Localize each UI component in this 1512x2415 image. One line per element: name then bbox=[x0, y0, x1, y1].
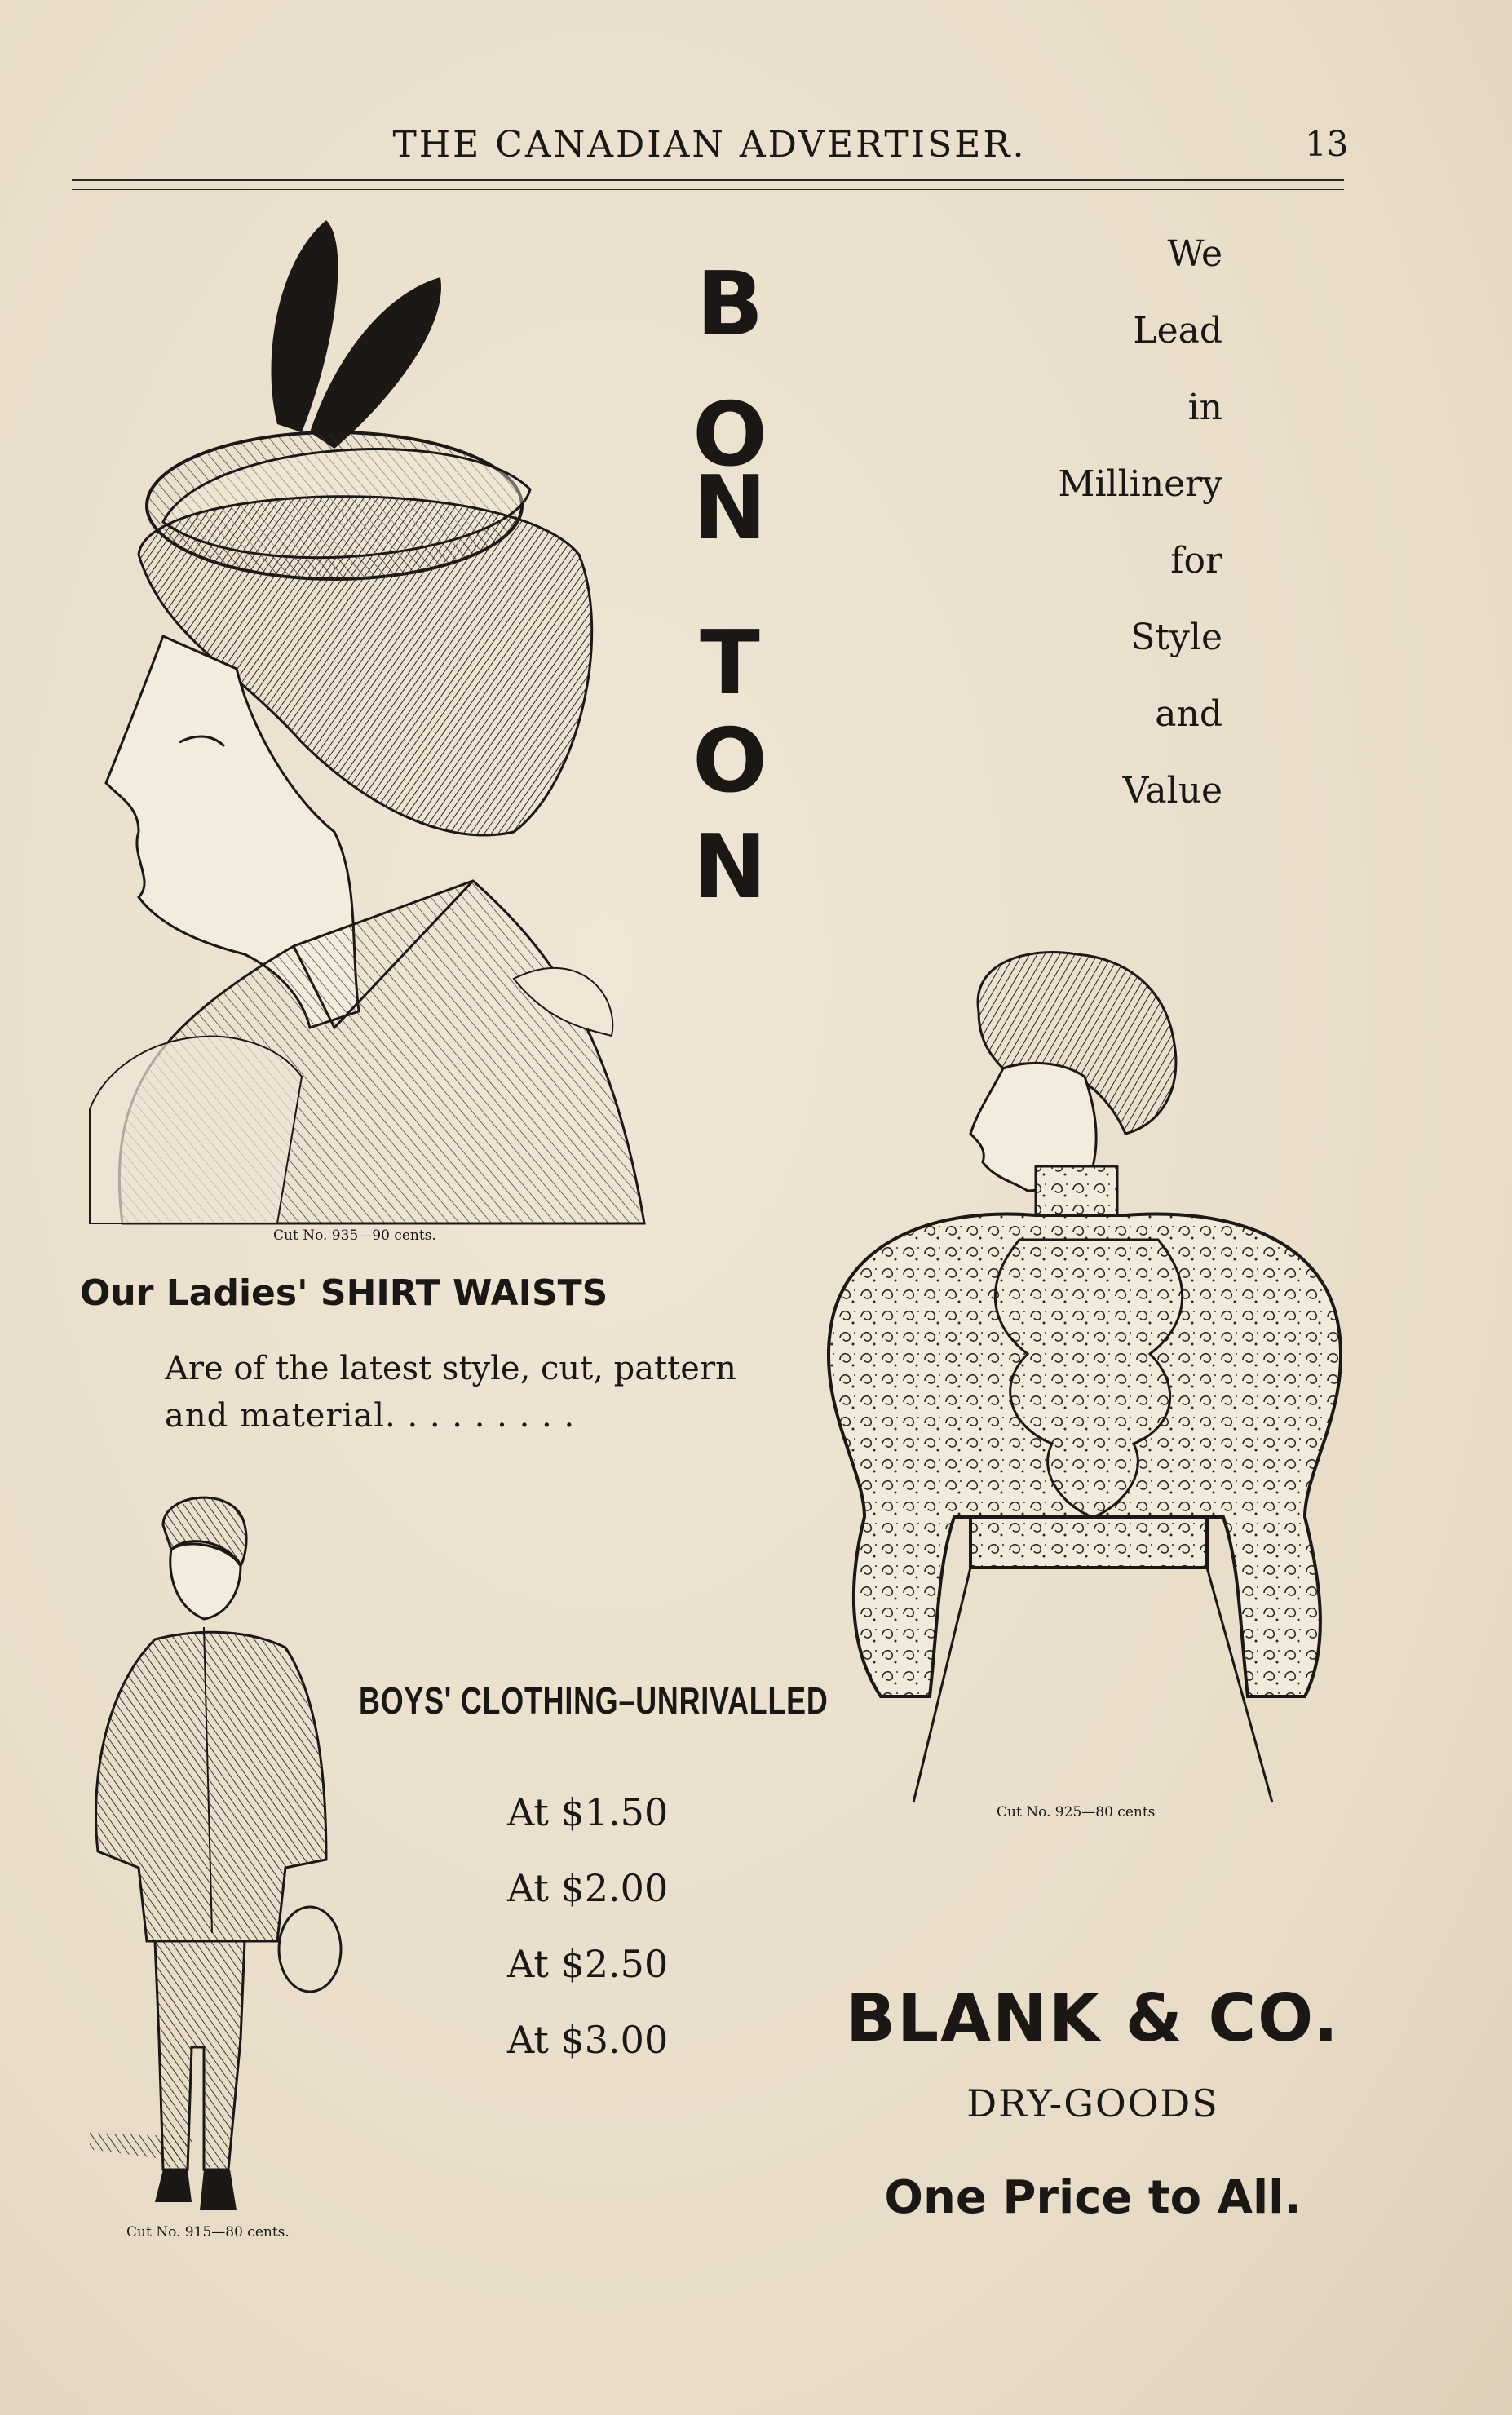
running-title: THE CANADIAN ADVERTISER. bbox=[392, 124, 1027, 166]
store-slogan: One Price to All. bbox=[884, 2171, 1302, 2224]
bon-ton-letter-n-2: N bbox=[692, 816, 767, 918]
price-3: At $2.50 bbox=[507, 1942, 669, 1986]
price-4: At $3.00 bbox=[507, 2018, 669, 2062]
boy-caption: Cut No. 915—80 cents. bbox=[126, 2224, 290, 2240]
store-type: DRY-GOODS bbox=[966, 2081, 1219, 2125]
tagline-style: Style bbox=[1130, 617, 1222, 658]
bon-ton-letter-o: O bbox=[692, 384, 767, 486]
bon-ton-letter-n: N bbox=[692, 458, 767, 560]
bon-ton-letter-t: T bbox=[700, 613, 760, 714]
price-1: At $1.50 bbox=[507, 1790, 669, 1834]
header-rule-bottom bbox=[72, 189, 1344, 190]
tagline-in: in bbox=[1187, 387, 1222, 428]
tagline-we: We bbox=[1167, 233, 1222, 275]
tagline-for: for bbox=[1170, 540, 1222, 582]
price-2: At $2.00 bbox=[507, 1866, 669, 1910]
bon-ton-letter-b: B bbox=[696, 254, 764, 356]
tagline-millinery: Millinery bbox=[1058, 463, 1222, 505]
blouse-illustration bbox=[816, 946, 1362, 1811]
blouse-caption: Cut No. 925—80 cents bbox=[997, 1804, 1156, 1820]
tagline-value: Value bbox=[1122, 770, 1222, 812]
shirt-waists-body-line2: and material. . . . . . . . . bbox=[165, 1397, 576, 1435]
lady-hat-illustration bbox=[90, 212, 652, 1232]
shirt-waists-body-line1: Are of the latest style, cut, pattern bbox=[165, 1350, 736, 1387]
header-rule-top bbox=[72, 179, 1344, 181]
bon-ton-letter-o-2: O bbox=[692, 710, 767, 812]
boys-clothing-heading: BOYS' CLOTHING–UNRIVALLED bbox=[359, 1679, 829, 1722]
boy-illustration bbox=[82, 1484, 359, 2227]
lady-hat-caption: Cut No. 935—90 cents. bbox=[273, 1227, 436, 1244]
shirt-waists-heading: Our Ladies' SHIRT WAISTS bbox=[80, 1272, 608, 1314]
page-number: 13 bbox=[1305, 124, 1349, 164]
store-name: BLANK & CO. bbox=[846, 1980, 1340, 2056]
tagline-and: and bbox=[1155, 693, 1222, 735]
tagline-lead: Lead bbox=[1133, 310, 1222, 352]
